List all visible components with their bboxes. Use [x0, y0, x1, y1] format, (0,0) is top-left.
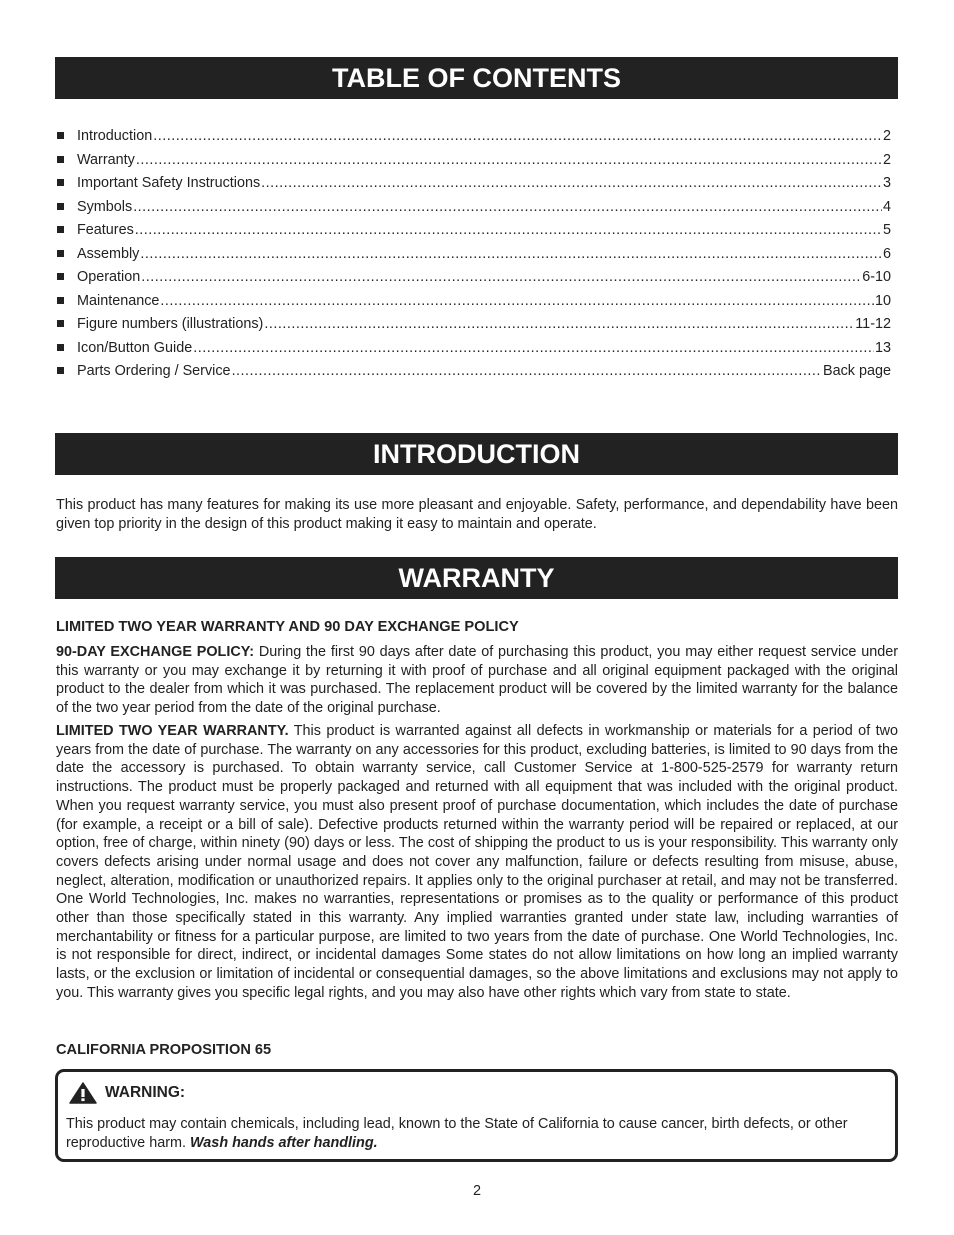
- toc-item-label: Parts Ordering / Service: [77, 363, 231, 379]
- square-bullet-icon: [57, 132, 64, 139]
- square-bullet-icon: [57, 273, 64, 280]
- toc-item-label: Icon/Button Guide: [77, 339, 193, 356]
- toc-item: [57, 219, 891, 243]
- toc-item: [57, 149, 891, 173]
- toc-item-page: 11-12: [855, 316, 891, 332]
- limited-warranty-paragraph: [56, 722, 898, 1003]
- toc-item: [57, 290, 891, 314]
- toc-item-page: 10: [874, 292, 891, 309]
- square-bullet-icon: [57, 156, 64, 163]
- toc-item-page: 3: [882, 175, 891, 191]
- toc-item-page: 13: [874, 339, 891, 356]
- warning-text: [66, 1115, 888, 1153]
- exchange-policy-label: 90-DAY EXCHANGE POLICY:: [56, 644, 255, 660]
- toc-item-page: Back page: [822, 363, 891, 379]
- toc-item: [57, 360, 891, 384]
- toc-item: [57, 172, 891, 196]
- toc-item-page: 5: [882, 222, 891, 238]
- toc-item: [57, 337, 891, 361]
- warning-triangle-icon: [69, 1082, 97, 1104]
- limited-warranty-label: LIMITED TWO YEAR WARRANTY.: [56, 723, 289, 739]
- dot-leader: [232, 360, 822, 384]
- dot-leader: [193, 337, 874, 361]
- toc-item-page: 2: [882, 151, 891, 168]
- warning-emphasis: Wash hands after handling.: [189, 1135, 378, 1151]
- page-number: 2: [472, 1183, 481, 1199]
- toc-item: [57, 196, 891, 220]
- toc-item-label: Warranty: [77, 151, 135, 168]
- toc-list: [57, 125, 891, 384]
- toc-item-page: 2: [882, 128, 891, 144]
- dot-leader: [264, 313, 854, 337]
- square-bullet-icon: [57, 297, 64, 304]
- toc-item: [57, 125, 891, 149]
- toc-title: TABLE OF CONTENTS: [55, 57, 898, 99]
- toc-item-page: 6-10: [862, 269, 891, 285]
- warning-title-row: [69, 1082, 185, 1104]
- dot-leader: [135, 219, 882, 243]
- toc-item-label: Features: [77, 222, 134, 238]
- square-bullet-icon: [57, 226, 64, 233]
- toc-item-label: Important Safety Instructions: [77, 175, 261, 191]
- warning-box: [55, 1069, 898, 1162]
- toc-item-label: Operation: [77, 269, 141, 285]
- dot-leader: [136, 149, 882, 173]
- square-bullet-icon: [57, 203, 64, 210]
- limited-warranty-text: This product is warranted against all defects in workmanship or materials for a period of two years from the date of purchase. The warranty on any accessories for this product, excluding batteries, is limited to 90 days from the date the accessory is purchased. To obtain warranty service, call Customer Service at 1-800-525-2579 for warranty return instructions. The product must be properly packaged and returned with all equipment that was included with the original product. When you request warranty service, you must also present proof of purchase documentation, which includes the date of purchase (for example, a receipt or a bill of sale). Defective products returned within the warranty period will be repaired or replaced, at our option, free of charge, within ninety (90) days or less. The cost of shipping the product to us is your responsibility. This warranty only covers defects arising under normal usage and does not cover any malfunction, failure or defects resulting from misuse, abuse, neglect, alteration, modification or unauthorized repairs. It applies only to the original purchaser at retail, and may not be transferred. One World Technologies, Inc. makes no warranties, representations or promises as to the quality or performance of this product other than those specifically stated in this warranty. Any implied warranties granted under state law, including warranties of merchantability or fitness for a particular purpose, are limited to two years from the date of purchase. One World Technologies, Inc. is not responsible for direct, indirect, or incidental damages Some states do not allow limitations on how long an implied warranty lasts, or the exclusion or limitation of incidental or consequential damages, so the above limitations and exclusions may not apply to you. This warranty gives you specific legal rights, and you may also have other rights which vary from state to state.: [56, 723, 898, 1001]
- square-bullet-icon: [57, 344, 64, 351]
- dot-leader: [140, 243, 882, 267]
- toc-item-label: Assembly: [77, 245, 140, 262]
- square-bullet-icon: [57, 320, 64, 327]
- toc-item-label: Maintenance: [77, 292, 160, 309]
- warning-title: WARNING:: [105, 1084, 186, 1101]
- introduction-title: INTRODUCTION: [55, 433, 898, 475]
- introduction-text: This product has many features for making its use more pleasant and enjoyable. Safety, performance, and dependability have been given top priority in the design of this product making it easy to maintain and operate.: [56, 497, 898, 532]
- exchange-policy-text: During the first 90 days after date of purchasing this product, you may either request service under this warranty or you may exchange it by returning it with proof of purchase and all original equipment packaged with the original product to the dealer from which it was purchased. The replacement product will be covered by the limited warranty for the balance of the two year period from the date of the original purchase.: [56, 644, 899, 717]
- dot-leader: [141, 266, 861, 290]
- toc-item-page: 6: [882, 245, 891, 262]
- dot-leader: [153, 125, 882, 149]
- toc-item-label: Introduction: [77, 128, 153, 144]
- toc-item: [57, 243, 891, 267]
- toc-item: [57, 313, 891, 337]
- toc-item-label: Symbols: [77, 198, 133, 215]
- toc-item-label: Figure numbers (illustrations): [77, 316, 264, 332]
- dot-leader: [261, 172, 882, 196]
- square-bullet-icon: [57, 250, 64, 257]
- warranty-title: WARRANTY: [55, 557, 898, 599]
- square-bullet-icon: [57, 179, 64, 186]
- exchange-policy-paragraph: [56, 643, 898, 718]
- toc-item-page: 4: [882, 198, 891, 215]
- square-bullet-icon: [57, 367, 64, 374]
- dot-leader: [160, 290, 874, 314]
- toc-item: [57, 266, 891, 290]
- dot-leader: [133, 196, 882, 220]
- warranty-heading: LIMITED TWO YEAR WARRANTY AND 90 DAY EXCHANGE POLICY: [56, 619, 519, 635]
- warning-body: This product may contain chemicals, including lead, known to the State of California to cause cancer, birth defects, or other reproductive harm.: [66, 1116, 848, 1151]
- prop65-heading: CALIFORNIA PROPOSITION 65: [56, 1042, 272, 1058]
